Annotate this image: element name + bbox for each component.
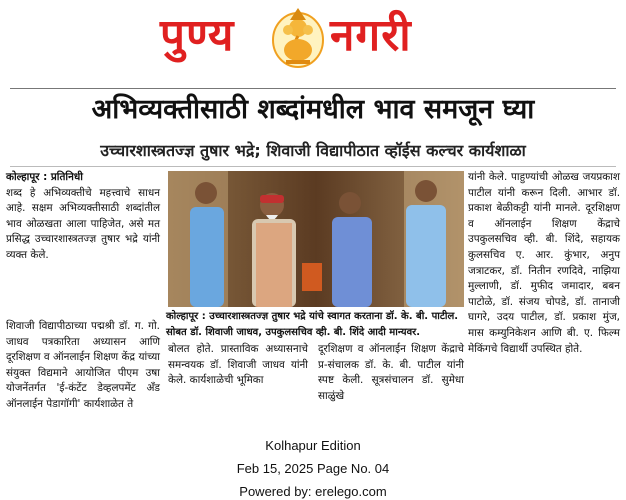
edition-label: Kolhapur Edition xyxy=(265,438,361,453)
article-column-1-body: शिवाजी विद्यापीठाच्या पद्मश्री डॉ. ग. गो. जाधव पत्रकारिता अध्यासन आणि दूरशिक्षण व ऑनलाईन शिक्षण केंद्र यांच्या संयुक्त विद्यमाने आयोजित पीएम उषा योजनेंतर्गत 'ई-कंटेंट डेव्हलपमेंट अँड ऑनलाईन पेडागॉगी' कार्यशाळेत ते xyxy=(6,320,160,410)
article-photo xyxy=(168,171,464,307)
article-column-1-intro xyxy=(6,170,160,264)
subheadline-divider xyxy=(10,166,616,167)
article-dateline: कोल्हापूर : प्रतिनिधी xyxy=(6,171,83,183)
article-column-3: दूरशिक्षण व ऑनलाईन शिक्षण केंद्राचे प्र-संचालक डॉ. के. बी. पाटील यांनी स्पष्ट केली. सूत्रसंचालन डॉ. सुमेधा साळुंखे xyxy=(318,343,464,402)
article-column-right: यांनी केले. पाहुण्यांची ओळख जयप्रकाश पाटील यांनी करून दिली. आभार डॉ. प्रकाश बेळीकट्टी यांनी मानले. दूरशिक्षण व ऑनलाईन शिक्षण केंद्राचे उपकुलसचिव व्ही. बी. शिंदे, सहायक कुलसचिव ए. आर. कुंभार, अनुप जत्राटकर, डॉ. नितीन रणदिवे, नाझिया मुल्लाणी, डॉ. मुफीद जमादार, बबन पाटोळे, डॉ. संजय चोपडे, डॉ. तानाजी घागरे, उदय पाटील, डॉ. प्रकाश मुंज, मास कम्युनिकेशन आणि बी. ए. फिल्म मेकिंगचे विद्यार्थी उपस्थित होते. xyxy=(468,171,620,355)
ganesha-logo-icon xyxy=(270,6,326,68)
masthead-right-word: नगरी xyxy=(330,10,412,61)
powered-by-label: Powered by: erelego.com xyxy=(239,484,387,499)
event-photo-illustration xyxy=(168,171,464,307)
article-subheadline: उच्चारशास्त्रतज्ज्ञ तुषार भद्रे; शिवाजी विद्यापीठात व्हॉईस कल्चर कार्यशाळा xyxy=(100,141,526,160)
date-page-label: Feb 15, 2025 Page No. 04 xyxy=(236,461,390,476)
masthead-left-word: पुण्य xyxy=(160,10,235,61)
masthead-divider xyxy=(10,88,616,89)
article-intro-text: शब्द हे अभिव्यक्तीचे महत्त्वाचे साधन आहे. सक्षम अभिव्यक्तीसाठी शब्दांतील भाव ओळखता आला पाहिजेत, असे मत प्रसिद्ध उच्चारशास्त्रतज्ज्ञ तुषार भद्रे यांनी व्यक्त केले. xyxy=(6,186,160,261)
photo-caption: कोल्हापूर : उच्चारशास्त्रतज्ज्ञ तुषार भद्रे यांचे स्वागत करताना डॉ. के. बी. पाटील. सोबत डॉ. शिवाजी जाधव, उपकुलसचिव व्ही. बी. शिंदे आदी मान्यवर. xyxy=(166,311,459,338)
article-headline: अभिव्यक्तीसाठी शब्दांमधील भाव समजून घ्या xyxy=(91,94,535,125)
masthead xyxy=(0,0,626,86)
article-column-2: बोलत होते. प्रास्ताविक अध्यासनाचे समन्वयक डॉ. शिवाजी जाधव यांनी केले. कार्यशाळेची भूमिका xyxy=(168,343,308,387)
